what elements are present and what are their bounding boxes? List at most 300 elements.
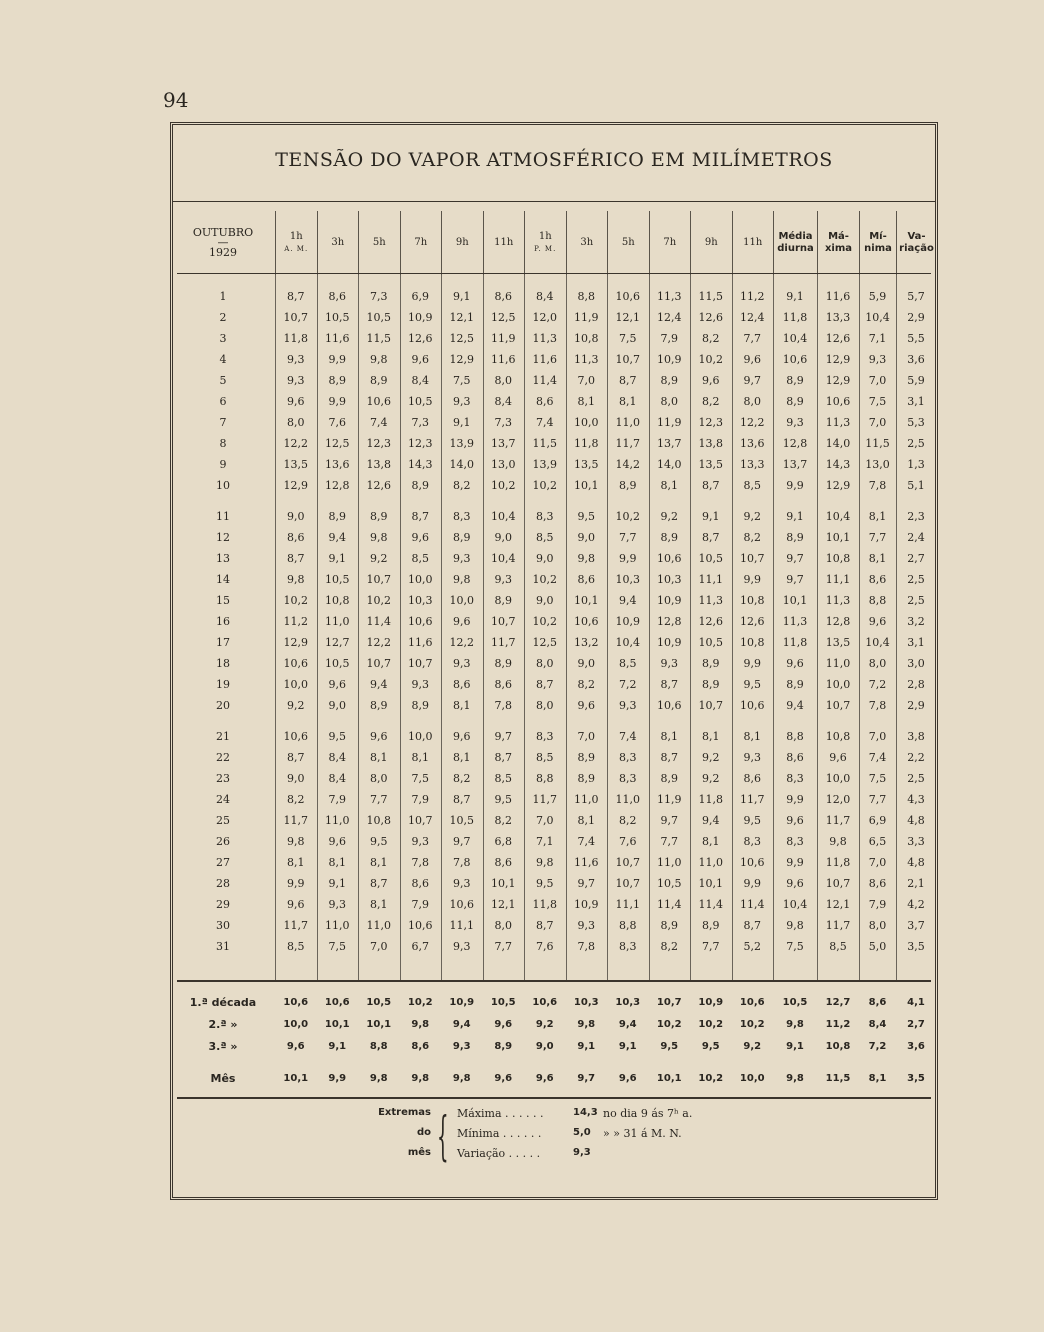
row-value: 11,3 — [532, 332, 557, 345]
row-value: 10,2 — [615, 510, 640, 523]
row-value: 9,4 — [619, 594, 637, 607]
header-hour-label: 3h — [580, 237, 594, 248]
row-value: 11,5 — [366, 332, 391, 345]
row-value: 9,7 — [577, 877, 595, 890]
row-value: 8,9 — [660, 772, 678, 785]
row-day: 21 — [216, 730, 230, 743]
row-value: 8,3 — [619, 751, 637, 764]
summary-label: 2.ª » — [208, 1018, 238, 1031]
row-value: 11,0 — [825, 657, 851, 670]
row-value: 10,6 — [740, 856, 765, 869]
row-value: 9,8 — [370, 353, 388, 366]
row-value: 8,2 — [453, 772, 471, 785]
header-hour-label: 1h — [538, 231, 552, 242]
summary-value: 11,2 — [825, 1019, 851, 1030]
row-day: 31 — [216, 940, 230, 953]
row-value: 8,6 — [494, 290, 512, 303]
row-value: 10,0 — [825, 678, 851, 691]
row-value: 8,0 — [743, 395, 761, 408]
row-value: 12,8 — [657, 615, 682, 628]
row-value: 9,3 — [287, 353, 305, 366]
row-value: 8,4 — [536, 290, 554, 303]
row-value: 8,9 — [453, 531, 471, 544]
row-value: 11,0 — [615, 793, 640, 806]
row-value: 7,9 — [328, 793, 346, 806]
row-value: 10,8 — [740, 636, 765, 649]
header-hour-2 — [358, 211, 400, 275]
row-value: 9,1 — [453, 290, 471, 303]
row-value: 11,6 — [532, 353, 557, 366]
row-value: 7,0 — [868, 416, 887, 429]
table-row — [173, 287, 935, 307]
row-day: 25 — [216, 814, 230, 827]
header-month-dash: — — [217, 236, 229, 249]
row-value: 12,9 — [283, 636, 308, 649]
row-value: 9,6 — [577, 699, 595, 712]
row-value: 12,8 — [825, 615, 851, 628]
row-value: 8,9 — [494, 657, 512, 670]
summary-value: 8,6 — [868, 997, 887, 1008]
row-value: 7,9 — [660, 332, 678, 345]
row-value: 8,0 — [287, 416, 305, 429]
row-value: 13,7 — [782, 458, 808, 471]
row-day: 6 — [219, 395, 227, 408]
row-value: 11,2 — [283, 615, 308, 628]
row-day: 27 — [216, 856, 230, 869]
row-value: 9,3 — [411, 678, 429, 691]
summary-value: 9,4 — [618, 1019, 637, 1030]
header-month-cell — [173, 211, 273, 275]
row-value: 11,7 — [740, 793, 765, 806]
extreme-var-name: Variação . . . . . — [457, 1147, 541, 1160]
row-value: 10,6 — [366, 395, 391, 408]
summary-value: 10,5 — [490, 997, 516, 1008]
row-value: 11,8 — [825, 856, 851, 869]
row-day: 30 — [216, 919, 230, 932]
row-value: 7,0 — [370, 940, 388, 953]
row-value: 9,4 — [702, 814, 720, 827]
summary-value: 10,2 — [698, 1019, 724, 1030]
row-value: 2,9 — [907, 311, 925, 324]
row-value: 10,5 — [325, 657, 350, 670]
row-value: 8,0 — [494, 919, 512, 932]
row-value: 8,8 — [868, 594, 887, 607]
header-hour-9 — [649, 211, 691, 275]
row-value: 11,4 — [657, 898, 682, 911]
row-value: 8,1 — [619, 395, 637, 408]
table-row — [173, 633, 935, 653]
row-value: 12,2 — [366, 636, 391, 649]
row-value: 8,1 — [411, 751, 429, 764]
row-value: 8,9 — [702, 657, 720, 670]
row-value: 9,0 — [577, 657, 595, 670]
row-value: 10,7 — [408, 814, 433, 827]
row-value: 10,7 — [366, 657, 391, 670]
table-row — [173, 528, 935, 548]
row-value: 12,4 — [657, 311, 682, 324]
row-value: 8,1 — [660, 479, 678, 492]
row-value: 8,5 — [411, 552, 429, 565]
row-value: 11,3 — [825, 416, 851, 429]
row-value: 14,3 — [825, 458, 851, 471]
row-value: 10,4 — [491, 552, 516, 565]
summary-value: 9,6 — [494, 1073, 513, 1084]
row-value: 12,9 — [283, 479, 308, 492]
row-day: 14 — [216, 573, 230, 586]
header-year: 1929 — [209, 246, 237, 259]
row-value: 8,2 — [619, 814, 637, 827]
summary-value: 10,9 — [698, 997, 724, 1008]
summary-value: 10,2 — [739, 1019, 765, 1030]
summary-label: 1.ª década — [189, 996, 257, 1009]
row-value: 8,2 — [660, 940, 678, 953]
summary-value: 9,6 — [535, 1073, 554, 1084]
header-hour-11 — [732, 211, 774, 275]
row-value: 8,1 — [453, 699, 471, 712]
row-value: 4,2 — [907, 898, 925, 911]
row-value: 8,3 — [536, 730, 554, 743]
row-value: 8,9 — [786, 531, 804, 544]
row-value: 8,6 — [453, 678, 471, 691]
row-day: 28 — [216, 877, 230, 890]
table-row — [173, 916, 935, 936]
row-value: 5,7 — [907, 290, 925, 303]
row-value: 10,8 — [574, 332, 599, 345]
extreme-min-value: 5,0 — [573, 1127, 591, 1138]
row-value: 9,0 — [494, 531, 512, 544]
row-value: 2,2 — [907, 751, 925, 764]
row-value: 10,6 — [782, 353, 808, 366]
row-value: 11,3 — [657, 290, 682, 303]
page-number: 94 — [163, 88, 189, 112]
row-value: 10,4 — [782, 332, 808, 345]
row-value: 9,3 — [577, 919, 595, 932]
row-day: 2 — [219, 311, 227, 324]
row-value: 10,1 — [491, 877, 516, 890]
summary-value: 10,5 — [366, 997, 392, 1008]
row-value: 9,9 — [287, 877, 305, 890]
row-value: 7,7 — [868, 531, 887, 544]
summary-value: 10,0 — [739, 1073, 765, 1084]
row-value: 9,3 — [453, 395, 471, 408]
row-value: 9,4 — [786, 699, 804, 712]
row-value: 8,6 — [411, 877, 429, 890]
row-value: 7,3 — [411, 416, 429, 429]
table-row — [173, 874, 935, 894]
row-day: 8 — [219, 437, 227, 450]
summary-value: 10,2 — [407, 997, 433, 1008]
row-value: 10,7 — [491, 615, 516, 628]
row-value: 3,6 — [907, 353, 925, 366]
row-value: 2,8 — [907, 678, 925, 691]
row-value: 7,9 — [868, 898, 887, 911]
row-value: 9,1 — [786, 510, 804, 523]
row-value: 10,7 — [825, 877, 851, 890]
row-value: 6,8 — [494, 835, 512, 848]
row-value: 8,5 — [287, 940, 305, 953]
row-value: 11,1 — [698, 573, 723, 586]
row-value: 11,8 — [782, 636, 808, 649]
row-value: 12,1 — [825, 898, 851, 911]
row-value: 10,2 — [491, 479, 516, 492]
table-row — [173, 727, 935, 747]
row-value: 8,7 — [494, 751, 512, 764]
row-value: 3,8 — [907, 730, 925, 743]
row-value: 12,2 — [740, 416, 765, 429]
row-value: 8,0 — [370, 772, 388, 785]
row-value: 3,2 — [907, 615, 925, 628]
row-value: 8,1 — [702, 835, 720, 848]
header-hour-6 — [524, 211, 566, 275]
header-hour-label: 5h — [621, 237, 635, 248]
header-stat-line2: xima — [824, 243, 853, 254]
row-value: 8,1 — [453, 751, 471, 764]
row-value: 14,0 — [449, 458, 474, 471]
row-day: 18 — [216, 657, 230, 670]
header-hour-4 — [441, 211, 483, 275]
row-value: 9,7 — [786, 573, 804, 586]
row-value: 9,9 — [328, 353, 346, 366]
row-value: 11,9 — [574, 311, 599, 324]
row-day: 17 — [216, 636, 230, 649]
row-day: 1 — [219, 290, 227, 303]
row-value: 12,5 — [325, 437, 350, 450]
row-value: 8,0 — [660, 395, 678, 408]
row-value: 11,8 — [698, 793, 723, 806]
table-body — [173, 275, 935, 980]
row-value: 5,0 — [868, 940, 887, 953]
row-value: 13,7 — [657, 437, 682, 450]
row-value: 12,6 — [698, 615, 723, 628]
row-value: 11,7 — [491, 636, 516, 649]
row-value: 4,8 — [907, 814, 925, 827]
table-row — [173, 591, 935, 611]
title-divider — [173, 201, 935, 202]
row-value: 8,8 — [536, 772, 554, 785]
row-value: 8,1 — [370, 898, 388, 911]
row-value: 10,9 — [408, 311, 433, 324]
row-value: 13,9 — [449, 437, 474, 450]
summary-row — [173, 993, 935, 1013]
row-value: 7,5 — [868, 772, 887, 785]
row-day: 15 — [216, 594, 230, 607]
row-value: 8,7 — [619, 374, 637, 387]
row-value: 10,4 — [782, 898, 808, 911]
summary-value: 3,6 — [907, 1041, 925, 1052]
summary-value: 10,6 — [739, 997, 765, 1008]
row-value: 8,6 — [328, 290, 346, 303]
row-value: 9,7 — [494, 730, 512, 743]
summary-value: 8,1 — [868, 1073, 887, 1084]
row-value: 7,9 — [411, 793, 429, 806]
row-value: 14,3 — [408, 458, 433, 471]
header-hour-label: 11h — [743, 237, 763, 248]
table-row — [173, 329, 935, 349]
summary-value: 10,5 — [782, 997, 808, 1008]
row-value: 10,6 — [574, 615, 599, 628]
row-value: 8,7 — [287, 751, 305, 764]
row-value: 8,5 — [619, 657, 637, 670]
row-value: 9,9 — [786, 793, 804, 806]
row-value: 13,6 — [740, 437, 765, 450]
row-value: 8,7 — [287, 290, 305, 303]
row-value: 8,2 — [453, 479, 471, 492]
row-value: 10,0 — [449, 594, 474, 607]
row-value: 8,9 — [370, 374, 388, 387]
row-value: 9,6 — [743, 353, 761, 366]
row-value: 5,3 — [907, 416, 925, 429]
row-value: 13,8 — [698, 437, 723, 450]
row-value: 7,7 — [494, 940, 512, 953]
row-value: 11,6 — [325, 332, 350, 345]
row-value: 9,8 — [786, 919, 804, 932]
brace-glyph: { — [437, 1107, 449, 1167]
row-value: 8,6 — [786, 751, 804, 764]
row-value: 11,8 — [782, 311, 808, 324]
row-value: 11,6 — [491, 353, 516, 366]
row-value: 8,7 — [660, 678, 678, 691]
row-value: 11,2 — [740, 290, 765, 303]
row-value: 9,3 — [868, 353, 887, 366]
row-value: 8,0 — [536, 699, 554, 712]
header-stat-line1: Média — [778, 231, 813, 242]
row-value: 7,2 — [868, 678, 887, 691]
row-value: 9,0 — [287, 510, 305, 523]
row-value: 11,1 — [615, 898, 640, 911]
row-value: 11,4 — [698, 898, 723, 911]
row-value: 7,2 — [619, 678, 637, 691]
row-value: 9,6 — [829, 751, 847, 764]
row-value: 1,3 — [907, 458, 925, 471]
row-value: 9,6 — [411, 353, 429, 366]
row-value: 9,2 — [660, 510, 678, 523]
extremes-label-3: mês — [407, 1147, 431, 1158]
row-value: 9,5 — [743, 814, 761, 827]
row-value: 8,2 — [702, 332, 720, 345]
row-value: 10,7 — [698, 699, 723, 712]
table-row — [173, 507, 935, 527]
row-value: 8,1 — [370, 856, 388, 869]
summary-value: 10,7 — [656, 997, 682, 1008]
row-value: 7,0 — [577, 374, 595, 387]
extreme-max-note: no dia 9 ás 7ʰ a. — [603, 1107, 693, 1120]
row-value: 8,3 — [619, 940, 637, 953]
row-value: 10,8 — [740, 594, 765, 607]
row-value: 7,4 — [536, 416, 554, 429]
row-value: 9,3 — [453, 877, 471, 890]
summary-value: 2,7 — [907, 1019, 925, 1030]
row-value: 10,4 — [865, 311, 890, 324]
extreme-min-note: » » 31 á M. N. — [603, 1127, 682, 1140]
row-value: 9,0 — [577, 531, 595, 544]
row-value: 12,3 — [698, 416, 723, 429]
row-value: 11,0 — [325, 615, 350, 628]
summary-value: 10,3 — [573, 997, 599, 1008]
row-value: 9,6 — [453, 615, 471, 628]
summary-value: 10,3 — [615, 997, 641, 1008]
row-value: 8,9 — [494, 594, 512, 607]
row-day: 7 — [219, 416, 227, 429]
row-value: 10,1 — [825, 531, 851, 544]
row-value: 12,2 — [449, 636, 474, 649]
header-stat-3 — [896, 211, 936, 275]
summary-value: 10,1 — [366, 1019, 392, 1030]
row-value: 11,9 — [491, 332, 516, 345]
summary-value: 8,8 — [369, 1041, 388, 1052]
row-value: 11,8 — [532, 898, 557, 911]
row-value: 9,3 — [453, 940, 471, 953]
table-row — [173, 570, 935, 590]
summary-value: 10,6 — [283, 997, 309, 1008]
row-value: 10,0 — [574, 416, 599, 429]
row-value: 11,1 — [825, 573, 851, 586]
row-value: 8,1 — [577, 395, 595, 408]
row-value: 8,1 — [287, 856, 305, 869]
row-value: 8,5 — [743, 479, 761, 492]
row-value: 9,1 — [328, 552, 346, 565]
row-day: 13 — [216, 552, 230, 565]
row-value: 12,6 — [825, 332, 851, 345]
row-value: 7,6 — [619, 835, 637, 848]
row-value: 9,6 — [453, 730, 471, 743]
row-value: 10,5 — [325, 311, 350, 324]
row-value: 12,1 — [449, 311, 474, 324]
row-value: 11,5 — [698, 290, 723, 303]
table-frame — [170, 122, 938, 1200]
row-value: 11,9 — [657, 793, 682, 806]
row-value: 8,4 — [328, 751, 346, 764]
row-value: 9,6 — [702, 374, 720, 387]
header-hour-1 — [317, 211, 359, 275]
row-value: 6,5 — [868, 835, 887, 848]
row-value: 8,5 — [536, 751, 554, 764]
table-row — [173, 549, 935, 569]
row-value: 8,7 — [660, 751, 678, 764]
row-value: 12,6 — [366, 479, 391, 492]
row-value: 12,6 — [740, 615, 765, 628]
row-value: 9,5 — [536, 877, 554, 890]
row-value: 11,0 — [615, 416, 640, 429]
row-value: 11,3 — [782, 615, 808, 628]
row-value: 10,7 — [740, 552, 765, 565]
summary-value: 9,1 — [328, 1041, 347, 1052]
row-value: 7,7 — [702, 940, 720, 953]
row-value: 9,5 — [494, 793, 512, 806]
row-value: 8,7 — [370, 877, 388, 890]
summary-divider — [177, 980, 931, 982]
summary-value: 9,8 — [786, 1019, 804, 1030]
row-value: 9,8 — [370, 531, 388, 544]
row-value: 11,0 — [325, 814, 350, 827]
row-value: 11,3 — [698, 594, 723, 607]
row-value: 10,9 — [615, 615, 640, 628]
row-value: 10,7 — [825, 699, 851, 712]
row-value: 11,3 — [574, 353, 599, 366]
row-value: 13,3 — [825, 311, 851, 324]
table-row — [173, 696, 935, 716]
row-value: 14,0 — [825, 437, 851, 450]
table-row — [173, 434, 935, 454]
row-day: 16 — [216, 615, 230, 628]
row-value: 7,5 — [786, 940, 804, 953]
row-value: 7,7 — [660, 835, 678, 848]
row-value: 8,7 — [743, 919, 761, 932]
summary-value: 10,1 — [324, 1019, 350, 1030]
row-value: 9,2 — [370, 552, 388, 565]
row-value: 8,2 — [743, 531, 761, 544]
table-row — [173, 308, 935, 328]
table-row — [173, 654, 935, 674]
